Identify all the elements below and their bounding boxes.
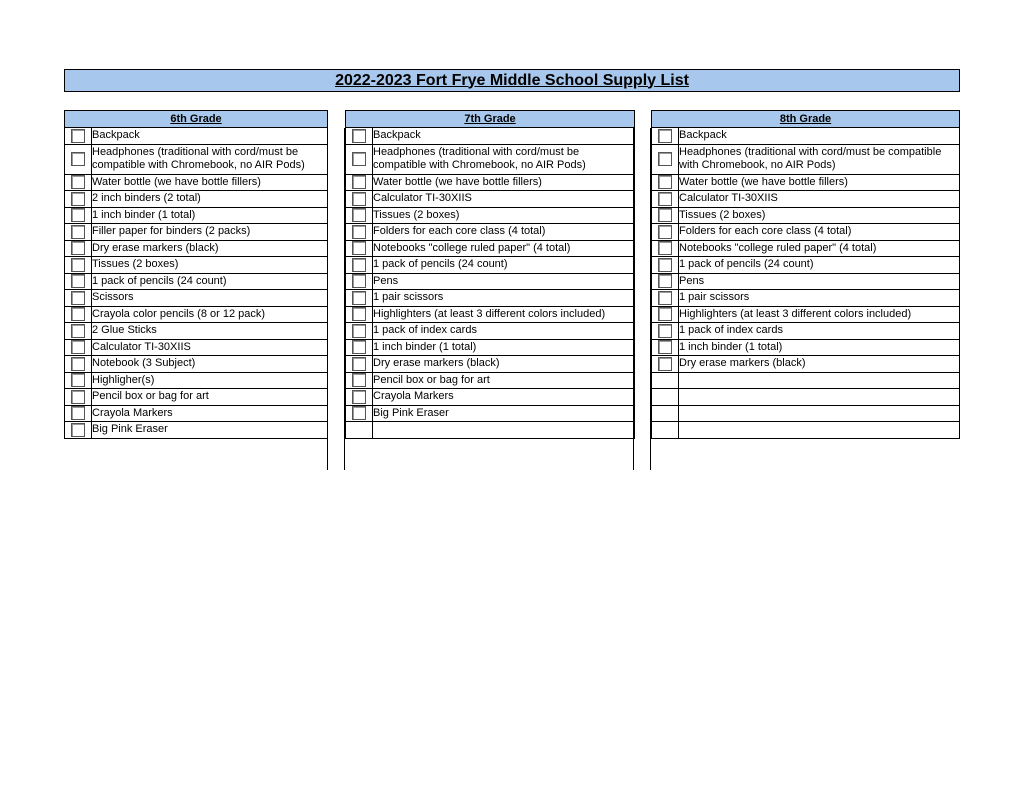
supply-row: [652, 257, 960, 274]
grade-8-section: [651, 110, 960, 439]
supply-item-label: Dry erase markers (black): [679, 356, 960, 373]
supply-item-label: Backpack: [373, 128, 635, 145]
checkbox-cell: [346, 339, 373, 356]
supply-item-label: Headphones (traditional with cord/must be compatible with Chromebook, no AIR Pods): [92, 144, 328, 174]
supply-row: [65, 372, 328, 389]
item-checkbox[interactable]: [352, 225, 366, 239]
checkbox-cell: [652, 323, 679, 340]
supply-row: [346, 389, 635, 406]
supply-item-label: 1 inch binder (1 total): [373, 339, 635, 356]
supply-item-label: Notebooks "college ruled paper" (4 total): [679, 240, 960, 257]
checkbox-cell: [346, 128, 373, 145]
supply-item-label: Pens: [679, 273, 960, 290]
item-checkbox[interactable]: [658, 324, 672, 338]
supply-item-label: Crayola Markers: [373, 389, 635, 406]
supply-item-label: Scissors: [92, 290, 328, 307]
checkbox-cell: [65, 290, 92, 307]
checkbox-cell: [652, 405, 679, 422]
item-checkbox[interactable]: [352, 406, 366, 420]
checkbox-cell: [652, 372, 679, 389]
supply-row: [652, 405, 960, 422]
item-checkbox[interactable]: [352, 340, 366, 354]
item-checkbox[interactable]: [71, 423, 85, 437]
checkbox-cell: [346, 224, 373, 241]
checkbox-cell: [65, 422, 92, 439]
item-checkbox[interactable]: [658, 175, 672, 189]
supply-row: [65, 174, 328, 191]
checkbox-cell: [346, 191, 373, 208]
checkbox-cell: [346, 306, 373, 323]
item-checkbox[interactable]: [658, 357, 672, 371]
supply-item-label: Headphones (traditional with cord/must be compatible with Chromebook, no AIR Pods): [373, 144, 635, 174]
item-checkbox[interactable]: [71, 390, 85, 404]
supply-item-label: Folders for each core class (4 total): [679, 224, 960, 241]
supply-row: [65, 422, 328, 439]
supply-row: [346, 306, 635, 323]
checkbox-cell: [65, 372, 92, 389]
checkbox-cell: [65, 128, 92, 145]
checkbox-cell: [346, 207, 373, 224]
checkbox-cell: [65, 144, 92, 174]
item-checkbox[interactable]: [71, 258, 85, 272]
checkbox-cell: [65, 339, 92, 356]
checkbox-cell: [652, 290, 679, 307]
supply-row: [346, 207, 635, 224]
item-checkbox[interactable]: [658, 258, 672, 272]
supply-row: [346, 174, 635, 191]
grade-7-heading: 7th Grade: [346, 111, 635, 128]
supply-item-label: Filler paper for binders (2 packs): [92, 224, 328, 241]
supply-item-label: Crayola Markers: [92, 405, 328, 422]
supply-row: [346, 339, 635, 356]
supply-item-label: 1 inch binder (1 total): [92, 207, 328, 224]
empty-cell: [679, 422, 960, 439]
supply-row: [65, 257, 328, 274]
checkbox-cell: [652, 422, 679, 439]
item-checkbox[interactable]: [71, 241, 85, 255]
supply-item-label: Folders for each core class (4 total): [373, 224, 635, 241]
supply-row: [346, 128, 635, 145]
checkbox-cell: [346, 405, 373, 422]
supply-item-label: Backpack: [679, 128, 960, 145]
item-checkbox[interactable]: [352, 208, 366, 222]
item-checkbox[interactable]: [71, 152, 85, 166]
grade-6-section: [64, 110, 328, 439]
supply-row: [346, 356, 635, 373]
supply-item-label: 2 inch binders (2 total): [92, 191, 328, 208]
supply-row: [652, 207, 960, 224]
supply-row: [65, 128, 328, 145]
item-checkbox[interactable]: [352, 291, 366, 305]
supply-row: [652, 323, 960, 340]
checkbox-cell: [652, 144, 679, 174]
item-checkbox[interactable]: [71, 324, 85, 338]
supply-row: [346, 372, 635, 389]
supply-item-label: Headphones (traditional with cord/must be compatible with Chromebook, no AIR Pods): [679, 144, 960, 174]
item-checkbox[interactable]: [352, 192, 366, 206]
supply-item-label: Dry erase markers (black): [92, 240, 328, 257]
checkbox-cell: [346, 356, 373, 373]
supply-item-label: Highlighters (at least 3 different colors included): [373, 306, 635, 323]
supply-row: [346, 290, 635, 307]
checkbox-cell: [65, 306, 92, 323]
item-checkbox[interactable]: [71, 175, 85, 189]
supply-row: [346, 240, 635, 257]
checkbox-cell: [65, 240, 92, 257]
empty-cell: [679, 389, 960, 406]
item-checkbox[interactable]: [352, 175, 366, 189]
checkbox-cell: [652, 356, 679, 373]
supply-item-label: Dry erase markers (black): [373, 356, 635, 373]
spacer-column-1: [327, 128, 345, 470]
checkbox-cell: [652, 128, 679, 145]
item-checkbox[interactable]: [352, 373, 366, 387]
supply-row: [346, 257, 635, 274]
item-checkbox[interactable]: [71, 129, 85, 143]
item-checkbox[interactable]: [352, 274, 366, 288]
checkbox-cell: [652, 257, 679, 274]
item-checkbox[interactable]: [658, 129, 672, 143]
checkbox-cell: [65, 389, 92, 406]
supply-item-label: Highligher(s): [92, 372, 328, 389]
item-checkbox[interactable]: [658, 307, 672, 321]
item-checkbox[interactable]: [71, 373, 85, 387]
supply-item-label: Calculator TI-30XIIS: [373, 191, 635, 208]
supply-item-label: Pencil box or bag for art: [92, 389, 328, 406]
item-checkbox[interactable]: [658, 192, 672, 206]
checkbox-cell: [65, 257, 92, 274]
item-checkbox[interactable]: [71, 192, 85, 206]
supply-row: [65, 144, 328, 174]
item-checkbox[interactable]: [352, 152, 366, 166]
supply-row: [346, 224, 635, 241]
checkbox-cell: [652, 389, 679, 406]
supply-item-label: Highlighters (at least 3 different colors included): [679, 306, 960, 323]
supply-row: [652, 144, 960, 174]
supply-row: [346, 422, 635, 439]
supply-item-label: Pens: [373, 273, 635, 290]
supply-row: [346, 323, 635, 340]
supply-row: [652, 191, 960, 208]
supply-row: [346, 273, 635, 290]
checkbox-cell: [652, 273, 679, 290]
checkbox-cell: [652, 339, 679, 356]
supply-item-label: 1 pack of pencils (24 count): [92, 273, 328, 290]
checkbox-cell: [65, 191, 92, 208]
supply-row: [652, 174, 960, 191]
supply-item-label: Tissues (2 boxes): [373, 207, 635, 224]
checkbox-cell: [65, 174, 92, 191]
item-checkbox[interactable]: [71, 291, 85, 305]
checkbox-cell: [346, 240, 373, 257]
checkbox-cell: [346, 422, 373, 439]
checkbox-cell: [652, 207, 679, 224]
supply-row: [346, 144, 635, 174]
checkbox-cell: [346, 389, 373, 406]
checkbox-cell: [346, 174, 373, 191]
supply-row: [65, 306, 328, 323]
supply-row: [65, 290, 328, 307]
item-checkbox[interactable]: [658, 291, 672, 305]
checkbox-cell: [65, 405, 92, 422]
item-checkbox[interactable]: [71, 225, 85, 239]
supply-item-label: Pencil box or bag for art: [373, 372, 635, 389]
supply-item-label: 1 inch binder (1 total): [679, 339, 960, 356]
item-checkbox[interactable]: [658, 241, 672, 255]
empty-cell: [679, 405, 960, 422]
item-checkbox[interactable]: [352, 357, 366, 371]
supply-item-label: Tissues (2 boxes): [679, 207, 960, 224]
supply-item-label: Water bottle (we have bottle fillers): [679, 174, 960, 191]
supply-row: [346, 191, 635, 208]
item-checkbox[interactable]: [658, 225, 672, 239]
supply-item-label: Notebooks "college ruled paper" (4 total): [373, 240, 635, 257]
supply-item-label: 1 pair scissors: [373, 290, 635, 307]
supply-item-label: 2 Glue Sticks: [92, 323, 328, 340]
checkbox-cell: [652, 224, 679, 241]
supply-row: [65, 273, 328, 290]
supply-row: [652, 240, 960, 257]
grade-6-table: [64, 110, 328, 439]
grade-7-section: [345, 110, 635, 439]
item-checkbox[interactable]: [352, 258, 366, 272]
checkbox-cell: [652, 174, 679, 191]
checkbox-cell: [346, 372, 373, 389]
checkbox-cell: [65, 224, 92, 241]
supply-row: [652, 224, 960, 241]
grade-7-table: [345, 110, 635, 439]
checkbox-cell: [346, 144, 373, 174]
checkbox-cell: [652, 240, 679, 257]
supply-row: [652, 422, 960, 439]
supply-item-label: 1 pack of pencils (24 count): [679, 257, 960, 274]
checkbox-cell: [346, 323, 373, 340]
supply-item-label: Backpack: [92, 128, 328, 145]
supply-row: [652, 306, 960, 323]
item-checkbox[interactable]: [352, 241, 366, 255]
checkbox-cell: [65, 356, 92, 373]
item-checkbox[interactable]: [71, 340, 85, 354]
checkbox-cell: [65, 323, 92, 340]
grade-6-heading: 6th Grade: [65, 111, 328, 128]
supply-row: [65, 389, 328, 406]
item-checkbox[interactable]: [352, 129, 366, 143]
supply-row: [65, 191, 328, 208]
supply-row: [652, 372, 960, 389]
item-checkbox[interactable]: [352, 324, 366, 338]
item-checkbox[interactable]: [71, 406, 85, 420]
supply-row: [65, 240, 328, 257]
supply-row: [65, 339, 328, 356]
item-checkbox[interactable]: [71, 274, 85, 288]
spacer-column-2: [633, 128, 651, 470]
item-checkbox[interactable]: [658, 152, 672, 166]
item-checkbox[interactable]: [352, 390, 366, 404]
supply-row: [652, 356, 960, 373]
item-checkbox[interactable]: [71, 357, 85, 371]
page-title: 2022-2023 Fort Frye Middle School Supply List: [64, 69, 960, 92]
supply-item-label: Big Pink Eraser: [92, 422, 328, 439]
supply-item-label: 1 pair scissors: [679, 290, 960, 307]
supply-row: [65, 207, 328, 224]
supply-item-label: 1 pack of index cards: [373, 323, 635, 340]
supply-item-label: Tissues (2 boxes): [92, 257, 328, 274]
empty-cell: [373, 422, 635, 439]
supply-row: [652, 339, 960, 356]
supply-item-label: 1 pack of pencils (24 count): [373, 257, 635, 274]
supply-row: [652, 389, 960, 406]
checkbox-cell: [652, 191, 679, 208]
checkbox-cell: [652, 306, 679, 323]
supply-row: [346, 405, 635, 422]
item-checkbox[interactable]: [352, 307, 366, 321]
supply-row: [65, 405, 328, 422]
supply-row: [652, 128, 960, 145]
supply-row: [65, 356, 328, 373]
supply-item-label: Calculator TI-30XIIS: [679, 191, 960, 208]
item-checkbox[interactable]: [658, 274, 672, 288]
checkbox-cell: [346, 290, 373, 307]
supply-item-label: Big Pink Eraser: [373, 405, 635, 422]
supply-row: [652, 273, 960, 290]
item-checkbox[interactable]: [658, 340, 672, 354]
grade-8-table: [651, 110, 960, 439]
supply-item-label: Water bottle (we have bottle fillers): [92, 174, 328, 191]
supply-row: [65, 323, 328, 340]
grade-8-heading: 8th Grade: [652, 111, 960, 128]
supply-item-label: Water bottle (we have bottle fillers): [373, 174, 635, 191]
supply-row: [65, 224, 328, 241]
supply-item-label: Calculator TI-30XIIS: [92, 339, 328, 356]
item-checkbox[interactable]: [71, 307, 85, 321]
item-checkbox[interactable]: [658, 208, 672, 222]
supply-row: [652, 290, 960, 307]
supply-item-label: Crayola color pencils (8 or 12 pack): [92, 306, 328, 323]
item-checkbox[interactable]: [71, 208, 85, 222]
checkbox-cell: [65, 273, 92, 290]
checkbox-cell: [65, 207, 92, 224]
checkbox-cell: [346, 257, 373, 274]
supply-item-label: Notebook (3 Subject): [92, 356, 328, 373]
supply-item-label: 1 pack of index cards: [679, 323, 960, 340]
checkbox-cell: [346, 273, 373, 290]
empty-cell: [679, 372, 960, 389]
